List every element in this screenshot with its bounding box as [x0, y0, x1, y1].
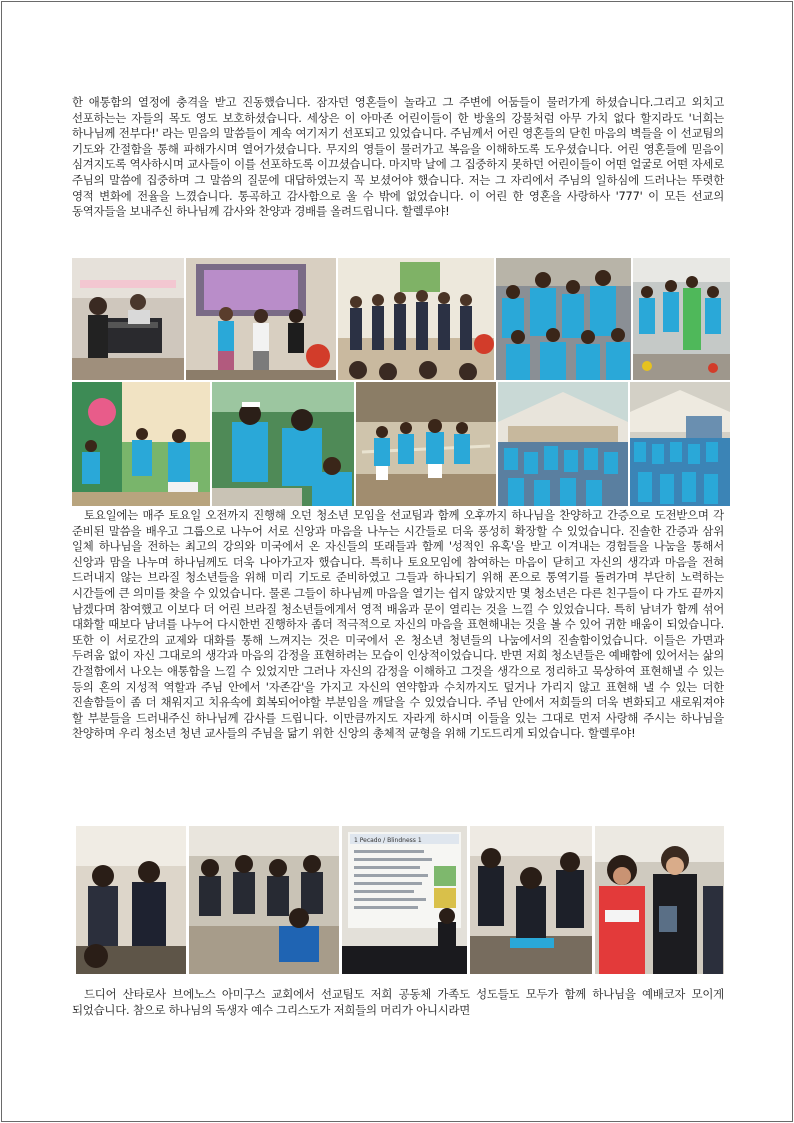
paragraph-3: 드디어 산타로사 브에노스 아미구스 교회에서 선교팀도 저희 공동체 가족도 성도들도 모두가 함께 하나님을 예배코자 모이게 되었습니다. 참으로 하나님의 독생자 예수 그리스도가 저희들의 머리가 아니시라면 — [72, 987, 724, 1017]
children-praise-crowd-photo — [496, 258, 631, 380]
youth-small-group-photo — [76, 826, 186, 974]
translator-phone-teen-photo — [595, 826, 724, 974]
tug-of-war-children-photo — [356, 382, 496, 506]
photo-row-2 — [72, 382, 728, 506]
youth-discussion-group-photo — [470, 826, 592, 974]
outdoor-activity-field-photo — [498, 382, 628, 506]
children-colorful-wall-photo — [72, 382, 210, 506]
youth-seated-circle-photo — [189, 826, 339, 974]
music-equipment-setup-photo — [72, 258, 184, 380]
slide-heading: 1 Pecado / Blindness 1 — [354, 837, 422, 844]
photo-row-3 — [76, 826, 724, 974]
worship-stage-dancers-photo — [186, 258, 336, 380]
children-dancing-photo — [633, 258, 730, 380]
teacher-with-children-photo — [212, 382, 354, 506]
team-performance-on-stage-photo — [338, 258, 494, 380]
paragraph-2: 토요일에는 매주 토요일 오전까지 진행해 오던 청소년 모임을 선교팀과 함께 오후까지 하나님을 찬양하고 간증으로 도전받으며 각 준비된 말씀을 배우고 그룹으로 나누어 서로 신앙과 마음을 나누는 시간들로 더욱 풍성히 확장할 수 있었습니다. 진솔한 간증과 삼위 일체 하나님을 전하는 최고의 강의와 미국에서 온 자신들의 또래들과 함께 '성적인 유혹'을 받고 이겨내는 경험들을 나눔을 통해서 신앙과 맘을 나누며 하나님께도 더욱 나아가고자 했습니다. 특히나 토요모임에 참여하는 마음이 닫히고 자신의 생각과 마음을 전혀 드러내지 않는 브라질 청소년들을 위해 미리 기도로 준비하였고 그들과 하나되기 위해 폰으로 통역기를 돌려가며 부단히 노력하는 시간들에 큰 의미를 찾을 수 있었습니다. 물론 그들이 하나님께 마음을 열기는 쉽지 않았지만 몇 청소년은 다른 친구들이 다 가도 끝까지 남겠다며 참여했고 이보다 더 어린 브라질 청소년들에게서 영적 배움과 문이 열리는 것을 느낄 수 있었습니다. 특히 남녀가 함께 섞어 대화할 때보다 남녀를 나누어 다시한번 진행하자 좀더 적극적으로 자신의 마음을 표현해내는 것을 볼 수 있어 귀한 배움이 되었습니다. 또한 이 서로간의 교제와 대화를 통해 느껴지는 것은 미국에서 온 청소년 청년들의 나눔에서의 진솔함이었습니다. 이들은 가면과 두려움 없이 자신 그대로의 생각과 마음의 감정을 표현하려는 모습이 인상적이었습니다. 반면 저희 청소년들은 예배함에 있어서는 삶의 간절함에서 나오는 애통함을 느낄 수 있었지만 그러나 자신의 감정을 이해하고 그것을 생각으로 정리하고 묵상하여 표현해낼 수 있는 등의 혼의 지성적 역할과 주님 안에서 '자존감'을 가지고 자신의 연약함과 수치까지도 덮거나 가리지 않고 표현해 낼 수 있는 더한 진솔함들이 좀 더 채워지고 치유속에 회복되어야할 부분임을 깨달을 수 있었습니다. 주님 안에서 저희들의 더욱 변화되고 새로워져야 할 부분들을 드러내주신 하나님께 감사를 드립니다. 이만큼까지도 자라게 하시며 이들을 있는 그대로 먼저 사랑해 주시는 하나님을 찬양하며 우리 청소년 청년 교사들의 주님을 닮기 위한 신앙의 총체적 균형을 위해 기도드리게 되었습니다. 할렐루야! — [72, 508, 724, 741]
photo-row-1 — [72, 258, 728, 380]
paragraph-1: 한 애통함의 열정에 충격을 받고 진동했습니다. 잠자던 영혼들이 놀라고 그 주변에 어둠들이 물러가게 하셨습니다.그리고 외치고 선포하는는 자들의 목도 영도 보호하셨습니다. 세상은 이 아마존 어린이들이 한 방울의 강물처럼 아무 가치 없다 할지라도 '너희는 하나님께 전부다!' 라는 믿음의 말씀들이 계속 여기저기 선포되고 있었습니다. 주님께서 어린 영혼들의 닫힌 마음의 벽들을 이 선교팀의 기도와 간절함을 통해 파해가시며 열어가셨습니다. 무지의 영들이 물러가고 복음을 이해하도록 도우셨습니다. 어린 영혼들에 믿음이 심겨지도록 역사하시며 교사들이 이를 선포하도록 이끄셨습니다. 마지막 날에 그 집중하지 못하던 어린이들이 어떤 얼굴로 어떤 자세로 주님의 말씀에 집중하며 그 말씀의 질문에 대답하였는지 꼭 보셨어야 했습니다. 저는 그 자리에서 주님의 일하심에 드러나는 뚜렷한 영적 변화에 전율을 느꼈습니다. 통곡하고 감사함으로 울 수 밖에 없었습니다. 이 어린 한 영혼을 사랑하사 '777' 이 모든 선교의 동역자들을 보내주신 하나님께 감사와 찬양과 경배를 올려드립니다. 할렐루야! — [72, 95, 724, 219]
large-children-gathering-hall-photo — [630, 382, 730, 506]
projected-presentation-slide-photo — [342, 826, 467, 974]
